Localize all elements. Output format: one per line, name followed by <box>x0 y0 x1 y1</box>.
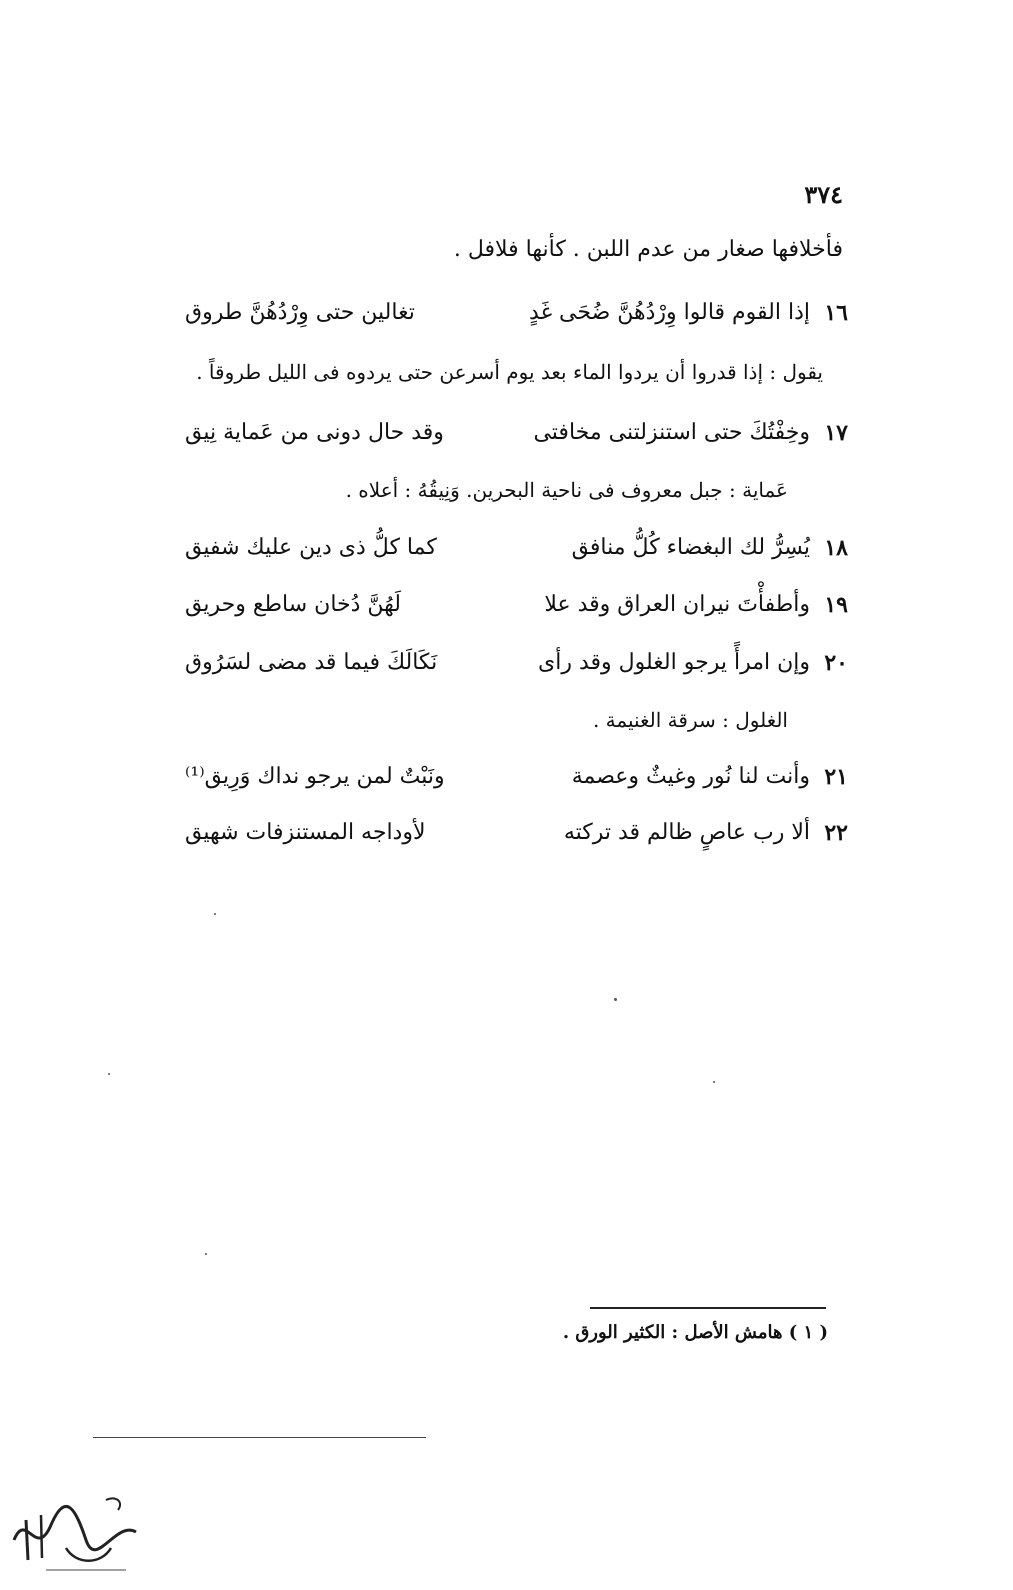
verse-number: ٢٢ <box>824 820 848 846</box>
verse-hemistich-second: وقد حال دونى من عَماية نِيق <box>185 420 444 445</box>
verse-hemistich-first: ألا رب عاصٍ ظالم قد تركته <box>563 820 810 845</box>
bottom-rule <box>93 1437 426 1438</box>
verse-19 <box>163 592 848 628</box>
scan-speck <box>214 913 216 915</box>
verse-hemistich-second: كما كلُّ ذى دين عليك شفيق <box>185 535 437 560</box>
verse-number: ١٨ <box>824 535 848 561</box>
verse-18 <box>163 535 848 571</box>
verse-hemistich-second: ونَبْتٌ لمن يرجو نداك وَرِيق⁽¹⁾ <box>185 764 445 789</box>
verse-hemistich-first: وأنت لنا نُور وغيثٌ وعصمة <box>571 764 810 789</box>
verse-22 <box>163 820 848 856</box>
scan-speck <box>108 1073 110 1075</box>
commentary-line: الغلول : سرقة الغنيمة . <box>592 708 788 732</box>
scan-speck <box>205 1253 207 1255</box>
verse-21 <box>163 764 848 800</box>
verse-number: ١٧ <box>824 420 848 446</box>
verse-20 <box>163 650 848 686</box>
page-number: ٣٧٤ <box>804 180 843 209</box>
verse-16 <box>163 300 848 336</box>
verse-hemistich-second: لَهُنَّ دُخان ساطع وحريق <box>185 592 402 617</box>
verse-hemistich-second: لأوداجه المستنزفات شهيق <box>185 820 426 845</box>
footnote: ( ١ ) هامش الأصل : الكثير الورق . <box>562 1322 828 1343</box>
calligraphy-stamp-logo <box>6 1470 146 1580</box>
verse-hemistich-second: نَكَالَكَ فيما قد مضى لسَرُوق <box>185 650 438 675</box>
verse-hemistich-first: يُسِرُّ لك البغضاء كُلُّ منافق <box>571 535 810 560</box>
verse-number: ٢١ <box>824 764 848 790</box>
prose-line: فأخلافها صغار من عدم اللبن . كأنها فلافل . <box>453 237 843 262</box>
verse-17 <box>163 420 848 456</box>
verse-hemistich-first: وإن امرأً يرجو الغلول وقد رأى <box>538 650 810 675</box>
footnote-rule <box>590 1307 826 1309</box>
verse-hemistich-second: تغالين حتى وِرْدُهُنَّ طروق <box>185 300 415 325</box>
verse-hemistich-first: وخِفْتُكَ حتى استنزلتنى مخافتى <box>533 420 810 445</box>
verse-hemistich-first: وأطفأْتَ نيران العراق وقد علا <box>544 592 810 617</box>
commentary-line: يقول : إذا قدروا أن يردوا الماء بعد يوم أسرعن حتى يردوه فى الليل طروقاً . <box>196 360 823 384</box>
scan-speck <box>713 1081 715 1083</box>
verse-number: ٢٠ <box>824 650 848 676</box>
verse-number: ١٦ <box>824 300 848 326</box>
verse-number: ١٩ <box>824 592 848 618</box>
commentary-line: عَماية : جبل معروف فى ناحية البحرين. وَنِيقُهُ : أعلاه . <box>345 478 788 502</box>
verse-hemistich-first: إذا القوم قالوا وِرْدُهُنَّ ضُحَى غَدٍ <box>529 300 810 325</box>
scan-speck <box>614 998 617 1001</box>
